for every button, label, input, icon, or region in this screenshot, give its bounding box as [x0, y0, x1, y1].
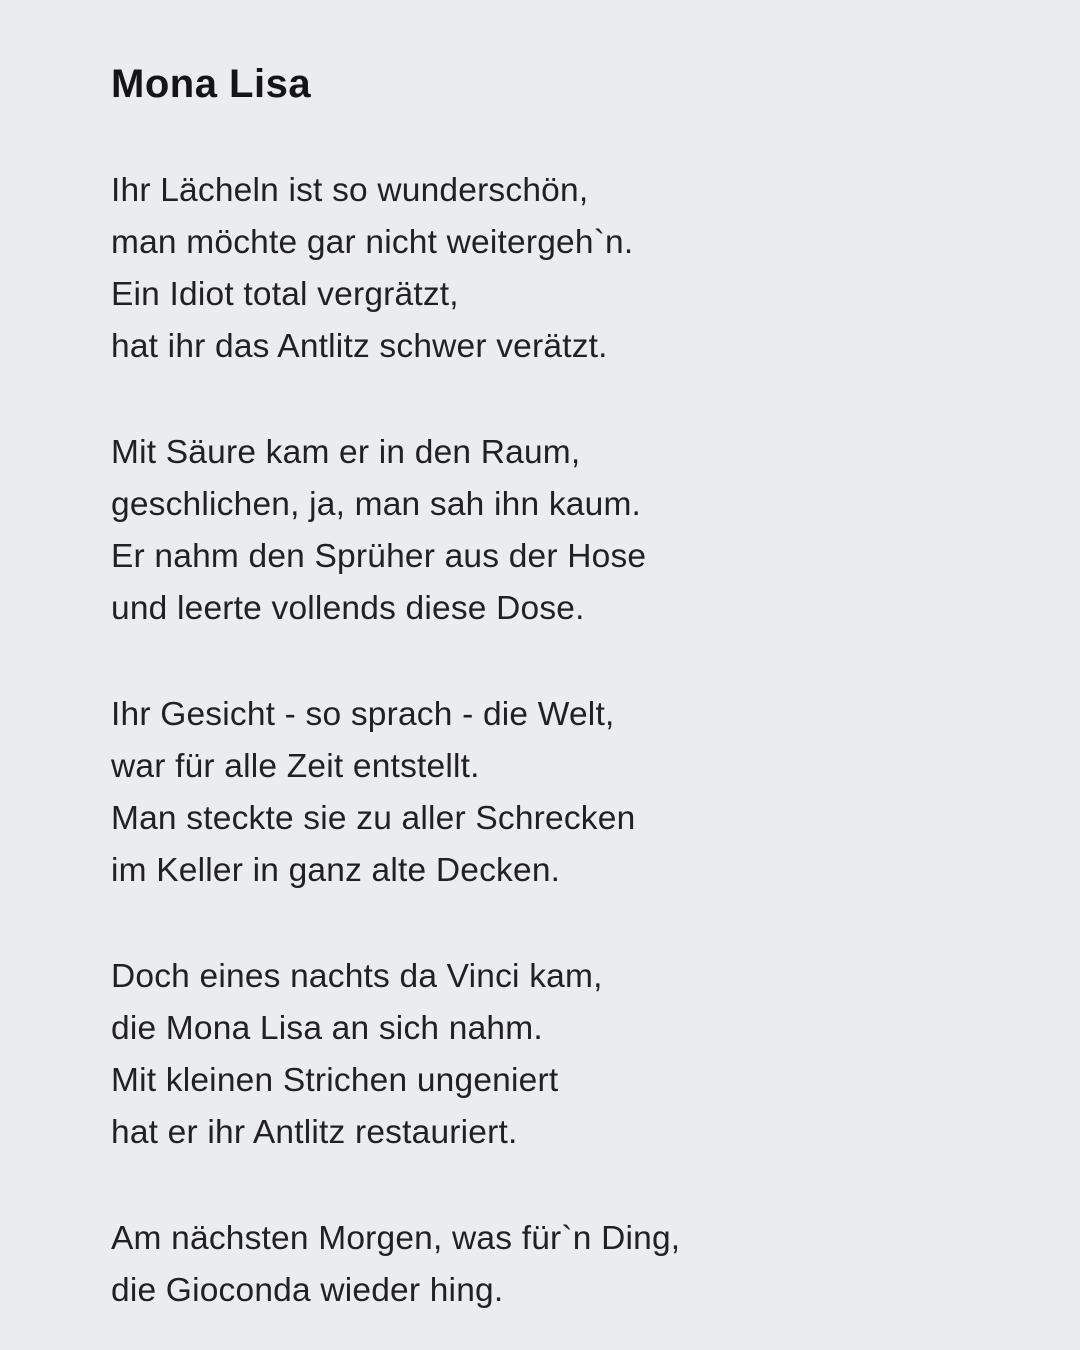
stanza-4	[111, 951, 1000, 1159]
poem-line: man möchte gar nicht weitergeh`n.	[111, 224, 634, 261]
poem-line: Ein Idiot total vergrätzt,	[111, 276, 459, 313]
poem-line: hat er ihr Antlitz restauriert.	[111, 1114, 518, 1151]
stanza-1	[111, 165, 1000, 373]
poem-line: hat ihr das Antlitz schwer verätzt.	[111, 328, 608, 365]
poem-line: Ihr Lächeln ist so wunderschön,	[111, 172, 589, 209]
poem-line: im Keller in ganz alte Decken.	[111, 852, 561, 889]
poem-line: Man steckte sie zu aller Schrecken	[111, 800, 636, 837]
stanza-2	[111, 427, 1000, 635]
poem-line: Mit Säure kam er in den Raum,	[111, 434, 581, 471]
poem-line: Ihr Gesicht - so sprach - die Welt,	[111, 696, 615, 733]
poem-line: Doch eines nachts da Vinci kam,	[111, 958, 603, 995]
poem-line: geschlichen, ja, man sah ihn kaum.	[111, 486, 642, 523]
stanza-5	[111, 1213, 1000, 1317]
poem-line: und leerte vollends diese Dose.	[111, 590, 585, 627]
poem-line: die Gioconda wieder hing.	[111, 1272, 504, 1309]
poem-line: Er nahm den Sprüher aus der Hose	[111, 538, 647, 575]
poem-title: Mona Lisa	[111, 62, 312, 106]
poem-line: war für alle Zeit entstellt.	[111, 748, 480, 785]
stanza-3	[111, 689, 1000, 897]
poem-line: Mit kleinen Strichen ungeniert	[111, 1062, 559, 1099]
poem-line: Am nächsten Morgen, was für`n Ding,	[111, 1220, 681, 1257]
poem-line: die Mona Lisa an sich nahm.	[111, 1010, 543, 1047]
